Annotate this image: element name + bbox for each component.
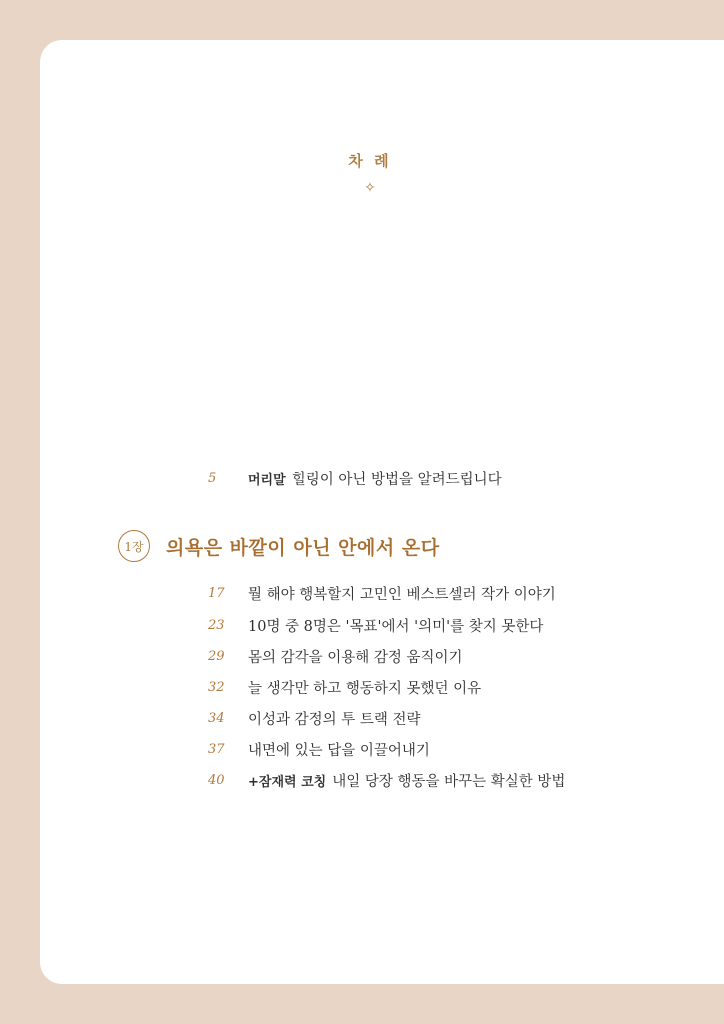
preface-label: 머리말 bbox=[248, 472, 286, 488]
entry-title: 이성과 감정의 투 트랙 전략 bbox=[248, 711, 421, 728]
toc-entry[interactable] bbox=[208, 738, 430, 760]
entry-title: 뭘 해야 행복할지 고민인 베스트셀러 작가 이야기 bbox=[248, 586, 556, 603]
page-number: 29 bbox=[208, 648, 225, 664]
page-number: 32 bbox=[208, 679, 225, 695]
toc-entry[interactable] bbox=[208, 769, 565, 791]
coaching-label: +잠재력 코칭 bbox=[248, 774, 327, 790]
page-number: 5 bbox=[208, 470, 217, 486]
toc-page bbox=[40, 40, 724, 984]
page-number: 34 bbox=[208, 710, 225, 726]
entry-title: 몸의 감각을 이용해 감정 움직이기 bbox=[248, 649, 463, 666]
page-number: 23 bbox=[208, 617, 225, 633]
toc-entry[interactable] bbox=[208, 645, 463, 667]
toc-entry[interactable] bbox=[208, 614, 543, 636]
toc-title: 차 례 bbox=[348, 152, 392, 170]
chapter-heading[interactable] bbox=[118, 528, 440, 564]
page-number: 40 bbox=[208, 772, 225, 788]
entry-title: 내일 당장 행동을 바꾸는 확실한 방법 bbox=[332, 773, 566, 790]
entry-title: 늘 생각만 하고 행동하지 못했던 이유 bbox=[248, 680, 482, 697]
sparkle-icon: ✧ bbox=[364, 180, 376, 196]
entry-title: 힐링이 아닌 방법을 알려드립니다 bbox=[291, 471, 502, 488]
page-number: 37 bbox=[208, 741, 225, 757]
toc-entry[interactable] bbox=[208, 676, 481, 698]
entry-title: 내면에 있는 답을 이끌어내기 bbox=[248, 742, 430, 759]
entry-title: 10명 중 8명은 '목표'에서 '의미'를 찾지 못한다 bbox=[248, 618, 544, 635]
chapter-badge: 1장 bbox=[118, 530, 150, 562]
toc-entry[interactable] bbox=[208, 582, 556, 604]
toc-entry[interactable] bbox=[208, 707, 421, 729]
chapter-title: 의욕은 바깥이 아닌 안에서 온다 bbox=[166, 536, 440, 559]
page-number: 17 bbox=[208, 585, 225, 601]
toc-entry-preface[interactable] bbox=[208, 467, 502, 489]
